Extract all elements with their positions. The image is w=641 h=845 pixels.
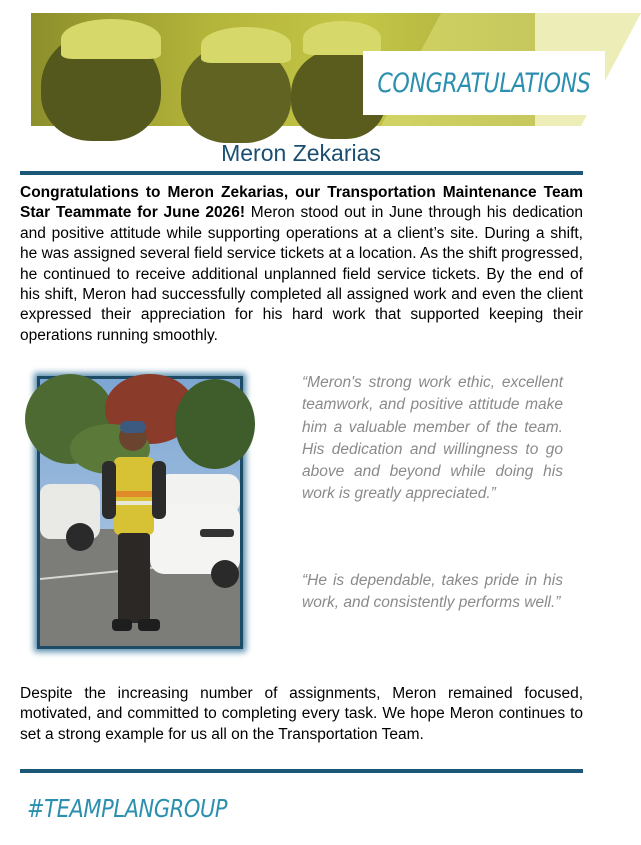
congratulations-heading: CONGRATULATIONS — [377, 67, 591, 99]
hard-hat-3 — [303, 21, 381, 55]
intro-paragraph — [20, 183, 583, 346]
honoree-photo — [37, 376, 243, 649]
honoree-name: Meron Zekarias — [221, 140, 381, 166]
quote-2: “He is dependable, takes pride in his work, and consistently performs well.” — [302, 572, 563, 612]
intro-body: Meron stood out in June through his dedication and positive attitude while supporting operations at a client’s site. During a shift, he was assigned several field service tickets at a location. As the shift progressed, he continued to receive additional unplanned field service tickets. By the end of his shift, Meron had successfully completed all assigned work and even the client expressed their appreciation for his hard work that supported keeping their operations running smoothly. — [20, 204, 583, 344]
closing-paragraph: Despite the increasing number of assignments, Meron remained focused, motivated, and committed to completing every task. We hope Meron continues to set a strong example for us all on the Transportation Team. — [20, 685, 583, 743]
quote-1: “Meron's strong work ethic, excellent teamwork, and positive attitude make him a valuable member of the team. His dedication and willingness to go above and beyond while doing his work is greatly appreciated.” — [302, 374, 563, 503]
congratulations-label-box — [363, 51, 605, 115]
bottom-divider — [20, 769, 583, 773]
header-banner — [31, 13, 591, 126]
hard-hat-2 — [201, 27, 291, 63]
hard-hat-1 — [61, 19, 161, 59]
intro-bold-lead: Congratulations to Meron Zekarias, our Transportation Maintenance Team Star Teammate for June 2026! — [20, 184, 583, 222]
footer-hashtag: #TEAMPLANGROUP — [27, 794, 228, 823]
top-divider — [20, 171, 583, 175]
